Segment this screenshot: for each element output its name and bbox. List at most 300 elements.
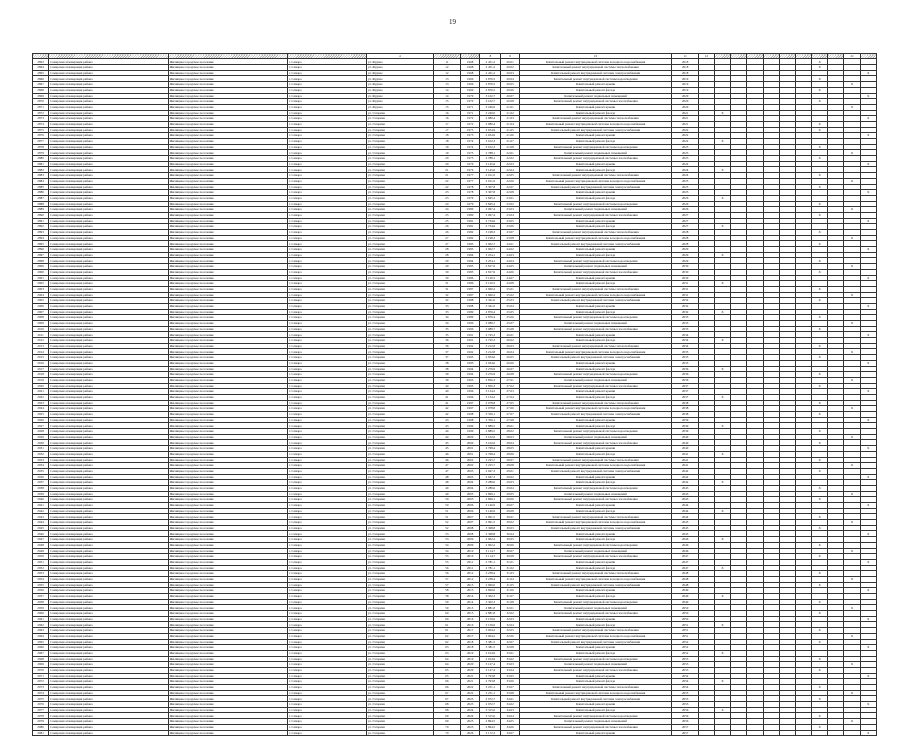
table-cell: 24.04 — [501, 258, 519, 264]
table-cell: ул. Гагарина — [366, 571, 433, 577]
table-cell: ул. Гагарина — [366, 372, 433, 378]
table-cell: 61 — [433, 622, 460, 628]
table-cell: ул. Гагарина — [366, 173, 433, 179]
mark-cell: X — [812, 383, 828, 389]
table-cell: г. Самара — [288, 650, 367, 656]
table-cell: 30.08 — [501, 554, 519, 560]
table-cell: Жилищное городское поселение — [168, 247, 287, 253]
table-cell: 50 — [433, 503, 460, 509]
table-cell: Капитальный ремонт крыши — [519, 702, 672, 708]
table-cell: 36 — [433, 338, 460, 344]
table-cell: 2963 — [33, 628, 49, 634]
table-cell: 3 004,2 — [480, 628, 501, 634]
table-cell: г. Самара — [288, 497, 367, 503]
table-cell: 2003 — [461, 468, 480, 474]
table-cell: 2049 — [672, 599, 698, 605]
table-cell: ул. Гагарина — [366, 190, 433, 196]
table-cell: Капитальный ремонт крыши — [519, 673, 672, 679]
table-cell: 2928 — [33, 429, 49, 435]
table-cell: ул. Гагарина — [366, 679, 433, 685]
table-cell: ул. Гагарина — [366, 628, 433, 634]
mark-cell: X — [714, 594, 730, 600]
table-cell: 2954 — [33, 576, 49, 582]
table-cell: 2008 — [461, 531, 480, 537]
table-cell: Самарская агломерация района — [49, 582, 168, 588]
table-cell: ул. Гагарина — [366, 269, 433, 275]
table-cell: 22.02 — [501, 156, 519, 162]
table-cell: 59 — [433, 605, 460, 611]
table-cell: Капитальный ремонт внутридомовой системы электроснабжения — [519, 582, 672, 588]
table-cell: 2879 — [33, 150, 49, 156]
table-cell: 59 — [433, 599, 460, 605]
table-cell: 2930 — [33, 440, 49, 446]
table-cell: 22 — [433, 178, 460, 184]
page-number: 19 — [449, 18, 456, 26]
table-cell: Жилищное городское поселение — [168, 258, 287, 264]
table-cell: 2900 — [33, 269, 49, 275]
table-cell: 25.01 — [501, 286, 519, 292]
table-cell: Самарская агломерация района — [49, 480, 168, 486]
table-cell: 30 — [433, 269, 460, 275]
table-cell: 21 — [433, 167, 460, 173]
table-cell: 33.07 — [501, 685, 519, 691]
table-cell: 32.02 — [501, 611, 519, 617]
table-cell: Капитальный ремонт крыши — [519, 389, 672, 395]
table-cell: ул. Гагарина — [366, 400, 433, 406]
table-cell: Капитальный ремонт внутридомовой системы газоснабжения — [519, 383, 672, 389]
table-cell: 2006 — [461, 503, 480, 509]
table-cell: г. Самара — [288, 235, 367, 241]
mark-cell: X — [860, 190, 876, 196]
table-cell: 2040 — [672, 434, 698, 440]
table-cell: 2024 — [672, 173, 698, 179]
table-cell: 50 — [433, 497, 460, 503]
table-cell: 2019 — [461, 656, 480, 662]
table-cell: ул. Гагарина — [366, 713, 433, 719]
table-cell: Жилищное городское поселение — [168, 65, 287, 71]
table-cell: 30.03 — [501, 525, 519, 531]
table-cell: Самарская агломерация района — [49, 406, 168, 412]
table-cell: Жилищное городское поселение — [168, 127, 287, 133]
table-cell: Капитальный ремонт фасада — [519, 423, 672, 429]
table-cell: 2004 — [461, 480, 480, 486]
table-cell: 2037 — [672, 383, 698, 389]
table-cell: 2925 — [33, 412, 49, 418]
table-cell: ул. Гагарина — [366, 576, 433, 582]
table-cell: Капитальный ремонт внутридомовой системы теплоснабжения — [519, 571, 672, 577]
table-cell: Капитальный ремонт крыши — [519, 332, 672, 338]
table-cell: Капитальный ремонт крыши — [519, 247, 672, 253]
table-cell: ул. Гагарина — [366, 690, 433, 696]
table-cell: 2011 — [461, 559, 480, 565]
table-cell: 16 — [433, 116, 460, 122]
table-cell: г. Самара — [288, 554, 367, 560]
table-cell: 1985 — [461, 264, 480, 270]
table-cell: 2970 — [33, 667, 49, 673]
table-cell: г. Самара — [288, 628, 367, 634]
capital-repair-table — [32, 53, 877, 736]
table-cell: Жилищное городское поселение — [168, 184, 287, 190]
table-cell: 2949 — [33, 548, 49, 554]
table-cell: Капитальный ремонт крыши — [519, 446, 672, 452]
table-cell: 63 — [433, 645, 460, 651]
table-cell: Самарская агломерация района — [49, 133, 168, 139]
table-cell: ул. Гагарина — [366, 611, 433, 617]
table-cell: 2020 — [461, 662, 480, 668]
table-cell: 2955 — [33, 582, 49, 588]
table-cell: 2921 — [33, 389, 49, 395]
table-cell: 29 — [433, 258, 460, 264]
table-cell: г. Самара — [288, 412, 367, 418]
table-cell: 2056 — [672, 719, 698, 725]
table-cell: 31.05 — [501, 582, 519, 588]
table-cell: Жилищное городское поселение — [168, 360, 287, 366]
table-cell: 3 089,7 — [480, 326, 501, 332]
table-cell: Жилищное городское поселение — [168, 252, 287, 258]
table-cell: Капитальный ремонт внутридомовой системы газоснабжения — [519, 269, 672, 275]
table-cell: 26.06 — [501, 360, 519, 366]
table-cell: Самарская агломерация района — [49, 355, 168, 361]
table-cell: 2942 — [33, 508, 49, 514]
table-cell: 1986 — [461, 281, 480, 287]
table-cell: г. Самара — [288, 127, 367, 133]
table-cell: Жилищное городское поселение — [168, 76, 287, 82]
mark-cell: X — [844, 321, 860, 327]
table-cell: ул. Гагарина — [366, 497, 433, 503]
table-cell: 21.08 — [501, 144, 519, 150]
table-cell: Самарская агломерация района — [49, 673, 168, 679]
table-cell: 27.01 — [501, 377, 519, 383]
table-cell: Самарская агломерация района — [49, 127, 168, 133]
table-cell: 3 127,4 — [480, 667, 501, 673]
table-cell: 18 — [433, 139, 460, 145]
mark-cell — [747, 730, 763, 736]
mark-cell: X — [714, 110, 730, 116]
mark-cell: X — [714, 224, 730, 230]
table-cell: 31.06 — [501, 588, 519, 594]
table-cell: Самарская агломерация района — [49, 656, 168, 662]
table-cell: Жилищное городское поселение — [168, 161, 287, 167]
table-cell: ул. Гагарина — [366, 463, 433, 469]
table-cell: ул. Гагарина — [366, 514, 433, 520]
mark-cell: X — [812, 99, 828, 105]
table-cell: 31 — [433, 286, 460, 292]
table-cell: 2943 — [33, 514, 49, 520]
table-cell: 1983 — [461, 247, 480, 253]
table-cell: 2 978,8 — [480, 400, 501, 406]
table-cell: ул. Фрунзе — [366, 104, 433, 110]
table-cell: 2 845,2 — [480, 201, 501, 207]
table-cell: г. Самара — [288, 611, 367, 617]
table-cell: Самарская агломерация района — [49, 269, 168, 275]
mark-cell: X — [844, 207, 860, 213]
table-cell: 2 914,9 — [480, 656, 501, 662]
table-cell: Капитальный ремонт крыши — [519, 417, 672, 423]
table-cell: Капитальный ремонт крыши — [519, 303, 672, 309]
table-cell: Жилищное городское поселение — [168, 377, 287, 383]
table-cell: 2873 — [33, 116, 49, 122]
table-cell: Самарская агломерация района — [49, 588, 168, 594]
table-cell: 2040 — [672, 440, 698, 446]
table-cell: г. Самара — [288, 167, 367, 173]
table-cell: ул. Гагарина — [366, 315, 433, 321]
mark-cell: X — [860, 446, 876, 452]
table-cell: Жилищное городское поселение — [168, 463, 287, 469]
table-cell: 1978 — [461, 184, 480, 190]
table-cell: 2048 — [672, 576, 698, 582]
table-cell: г. Самара — [288, 326, 367, 332]
table-cell: 2888 — [33, 201, 49, 207]
table-cell: 15 — [433, 99, 460, 105]
table-cell: Жилищное городское поселение — [168, 133, 287, 139]
table-cell: 1998 — [461, 412, 480, 418]
table-cell: Жилищное городское поселение — [168, 366, 287, 372]
table-cell: 3 134,2 — [480, 394, 501, 400]
table-cell: 2046 — [672, 542, 698, 548]
table-cell: 1977 — [461, 173, 480, 179]
table-cell: 3 307,8 — [480, 190, 501, 196]
table-cell: Капитальный ремонт фасада — [519, 252, 672, 258]
table-cell: 22.04 — [501, 167, 519, 173]
table-cell: 2 876,4 — [480, 315, 501, 321]
table-cell: г. Самара — [288, 463, 367, 469]
mark-cell: X — [714, 622, 730, 628]
table-cell: 2048 — [672, 582, 698, 588]
table-cell: ул. Гагарина — [366, 167, 433, 173]
table-cell: 2020 — [461, 667, 480, 673]
table-cell: Самарская агломерация района — [49, 690, 168, 696]
table-body — [33, 59, 877, 736]
table-cell: 2961 — [33, 616, 49, 622]
table-cell: Самарская агломерация района — [49, 332, 168, 338]
header-cell: 21 — [844, 54, 860, 59]
table-cell: ул. Гагарина — [366, 673, 433, 679]
table-cell: Жилищное городское поселение — [168, 190, 287, 196]
table-cell: 2024 — [461, 713, 480, 719]
table-cell: 3 120,5 — [480, 281, 501, 287]
table-cell: Жилищное городское поселение — [168, 173, 287, 179]
table-cell: 2021 — [461, 673, 480, 679]
table-cell: 1974 — [461, 144, 480, 150]
table-cell: ул. Гагарина — [366, 377, 433, 383]
mark-cell: X — [860, 93, 876, 99]
table-cell: 2 960,0 — [480, 588, 501, 594]
table-cell: 3 276,9 — [480, 372, 501, 378]
table-cell: 30 — [433, 275, 460, 281]
table-cell: Самарская агломерация района — [49, 645, 168, 651]
table-cell: Капитальный ремонт подвальных помещений — [519, 434, 672, 440]
table-cell: Капитальный ремонт фасада — [519, 650, 672, 656]
table-cell: Жилищное городское поселение — [168, 662, 287, 668]
table-cell: 2026 — [672, 207, 698, 213]
table-cell: 2 881,8 — [480, 611, 501, 617]
table-cell: 2055 — [672, 690, 698, 696]
table-cell: Самарская агломерация района — [49, 338, 168, 344]
mark-cell — [844, 730, 860, 736]
mark-cell: X — [714, 537, 730, 543]
table-cell: Самарская агломерация района — [49, 110, 168, 116]
table-cell: 2022 — [461, 690, 480, 696]
mark-cell: X — [714, 508, 730, 514]
table-cell: Самарская агломерация района — [49, 400, 168, 406]
mark-cell — [795, 730, 811, 736]
table-cell: 2042 — [672, 468, 698, 474]
table-cell: 2 745,3 — [480, 338, 501, 344]
table-cell: г. Самара — [288, 514, 367, 520]
table-cell: 45 — [433, 440, 460, 446]
table-cell: Жилищное городское поселение — [168, 525, 287, 531]
table-cell: 26.08 — [501, 372, 519, 378]
header-cell: 11 — [672, 54, 698, 59]
table-cell: 2019 — [672, 87, 698, 93]
table-cell: 54 — [433, 542, 460, 548]
table-cell: 1969 — [461, 82, 480, 88]
mark-cell: X — [860, 275, 876, 281]
mark-cell: X — [812, 258, 828, 264]
table-cell: Жилищное городское поселение — [168, 503, 287, 509]
mark-cell: X — [844, 349, 860, 355]
table-cell: 1996 — [461, 389, 480, 395]
mark-cell: X — [812, 230, 828, 236]
table-cell: Самарская агломерация района — [49, 429, 168, 435]
table-cell: г. Самара — [288, 139, 367, 145]
table-cell: 2045 — [672, 520, 698, 526]
table-cell: 2052 — [672, 639, 698, 645]
table-cell: 2893 — [33, 230, 49, 236]
table-cell: Капитальный ремонт фасада — [519, 366, 672, 372]
table-cell: г. Самара — [288, 690, 367, 696]
table-cell: 61 — [433, 628, 460, 634]
table-cell: 3 146,9 — [480, 503, 501, 509]
table-cell: ул. Гагарина — [366, 303, 433, 309]
table-cell: Жилищное городское поселение — [168, 497, 287, 503]
table-cell: ул. Гагарина — [366, 212, 433, 218]
table-cell: ул. Гагарина — [366, 650, 433, 656]
table-cell: Капитальный ремонт фасада — [519, 622, 672, 628]
mark-cell: X — [844, 576, 860, 582]
table-cell: 3 368,8 — [480, 531, 501, 537]
table-cell: 2023 — [672, 144, 698, 150]
table-cell: Жилищное городское поселение — [168, 719, 287, 725]
table-cell: 67 — [433, 690, 460, 696]
table-cell: 2898 — [33, 258, 49, 264]
table-cell: г. Самара — [288, 207, 367, 213]
table-cell: ул. Гагарина — [366, 110, 433, 116]
table-cell: Капитальный ремонт подвальных помещений — [519, 377, 672, 383]
table-cell: г. Самара — [288, 252, 367, 258]
table-cell: ул. Гагарина — [366, 508, 433, 514]
table-cell: 2046 — [672, 548, 698, 554]
table-cell: 2936 — [33, 474, 49, 480]
table-cell: 2025 — [672, 178, 698, 184]
table-cell: 30.07 — [501, 548, 519, 554]
table-cell: 2 654,9 — [480, 133, 501, 139]
table-cell: 2885 — [33, 184, 49, 190]
table-cell: 2035 — [672, 360, 698, 366]
mark-cell: X — [812, 87, 828, 93]
table-cell: 2876 — [33, 133, 49, 139]
table-cell: Самарская агломерация района — [49, 468, 168, 474]
table-cell: ул. Гагарина — [366, 264, 433, 270]
table-cell: 2029 — [672, 252, 698, 258]
mark-cell — [763, 730, 779, 736]
table-cell: Капитальный ремонт внутридомовой системы холодного водоснабжения — [519, 178, 672, 184]
table-cell: 26.03 — [501, 343, 519, 349]
table-cell: 2869 — [33, 93, 49, 99]
table-cell: Самарская агломерация района — [49, 434, 168, 440]
table-cell: 20.02 — [501, 65, 519, 71]
table-cell: ул. Гагарина — [366, 156, 433, 162]
table-cell: Жилищное городское поселение — [168, 87, 287, 93]
table-cell: 1995 — [461, 377, 480, 383]
table-cell: Самарская агломерация района — [49, 548, 168, 554]
mark-cell: X — [714, 139, 730, 145]
table-cell: Жилищное городское поселение — [168, 298, 287, 304]
table-cell: 28.03 — [501, 434, 519, 440]
mark-cell: X — [812, 628, 828, 634]
table-cell: г. Самара — [288, 582, 367, 588]
header-cell: 9 — [501, 54, 519, 59]
table-cell: 2054 — [672, 685, 698, 691]
table-cell: 27.02 — [501, 383, 519, 389]
table-cell: Жилищное городское поселение — [168, 508, 287, 514]
table-cell: г. Самара — [288, 315, 367, 321]
table-cell: Самарская агломерация района — [49, 383, 168, 389]
table-cell: 1971 — [461, 110, 480, 116]
table-cell: ул. Гагарина — [366, 121, 433, 127]
table-cell: Самарская агломерация района — [49, 611, 168, 617]
table-cell: 2022 — [672, 139, 698, 145]
table-cell: Жилищное городское поселение — [168, 713, 287, 719]
table-cell: ул. Гагарина — [366, 161, 433, 167]
table-cell: 38 — [433, 360, 460, 366]
table-cell: г. Самара — [288, 82, 367, 88]
table-cell: Жилищное городское поселение — [168, 429, 287, 435]
table-cell: Капитальный ремонт крыши — [519, 360, 672, 366]
table-cell: 3 289,6 — [480, 480, 501, 486]
table-cell: ул. Гагарина — [366, 633, 433, 639]
table-cell: Самарская агломерация района — [49, 201, 168, 207]
table-cell: 23 — [433, 195, 460, 201]
table-cell: Самарская агломерация района — [49, 241, 168, 247]
table-cell: 2039 — [672, 423, 698, 429]
table-cell: ул. Гагарина — [366, 343, 433, 349]
table-cell: 2 876,5 — [480, 87, 501, 93]
table-cell: 2 856,3 — [480, 377, 501, 383]
table-cell: 2 856,3 — [480, 383, 501, 389]
table-cell: Капитальный ремонт внутридомовой системы газоснабжения — [519, 497, 672, 503]
table-cell: 2043 — [672, 485, 698, 491]
table-cell: Капитальный ремонт крыши — [519, 190, 672, 196]
table-cell: 33.05 — [501, 673, 519, 679]
table-cell: ул. Фрунзе — [366, 87, 433, 93]
table-cell: Самарская агломерация района — [49, 559, 168, 565]
table-cell: Самарская агломерация района — [49, 258, 168, 264]
table-cell: Самарская агломерация района — [49, 389, 168, 395]
table-cell: Капитальный ремонт фасада — [519, 707, 672, 713]
table-cell: 1983 — [461, 241, 480, 247]
table-cell: 2025 — [672, 184, 698, 190]
table-cell: 2027 — [672, 224, 698, 230]
table-cell: г. Самара — [288, 542, 367, 548]
table-cell: 2047 — [672, 554, 698, 560]
table-cell: Капитальный ремонт внутридомовой системы электроснабжения — [519, 639, 672, 645]
table-cell: 2884 — [33, 178, 49, 184]
table-cell: 2000 — [461, 434, 480, 440]
table-cell: Самарская агломерация района — [49, 667, 168, 673]
table-cell: Капитальный ремонт внутридомовой системы газоснабжения — [519, 156, 672, 162]
mark-cell: X — [844, 690, 860, 696]
